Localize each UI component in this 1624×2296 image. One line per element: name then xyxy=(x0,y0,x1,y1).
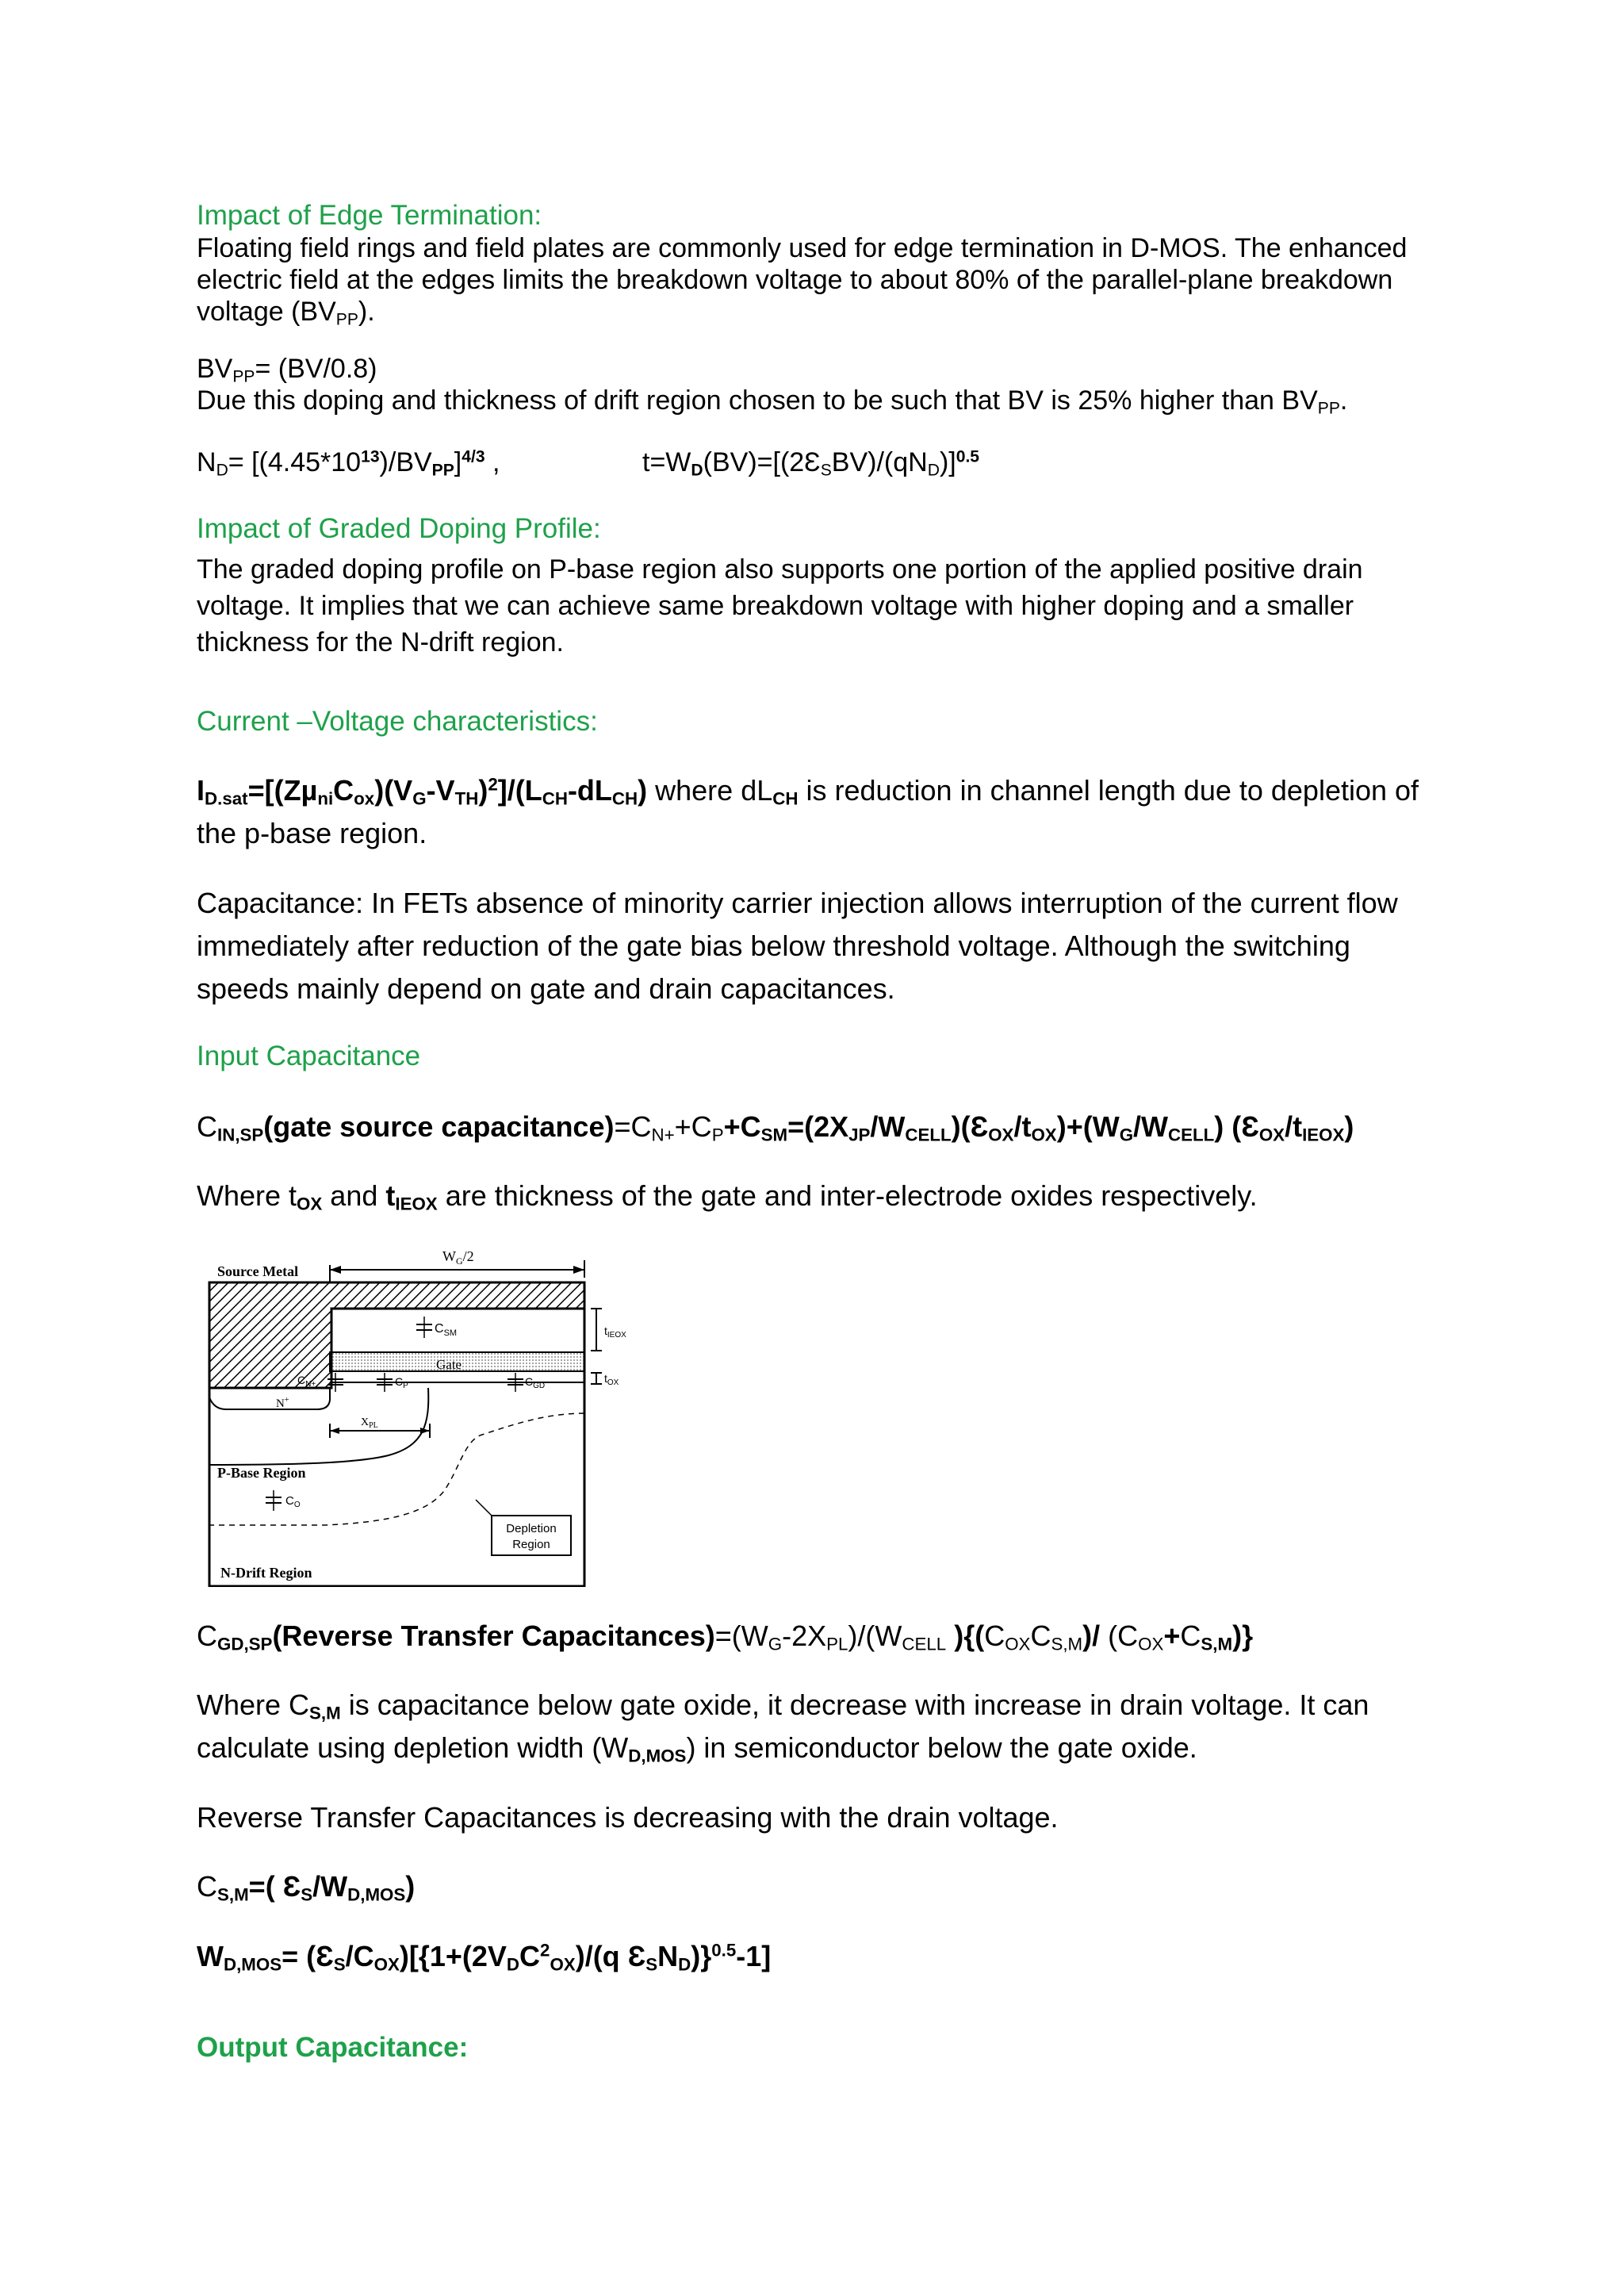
n-plus-region xyxy=(209,1388,330,1410)
depletion-label-box xyxy=(476,1500,571,1555)
para-edge-termination: Floating field rings and field plates are commonly used for edge termination in D-MOS. The enhanced electric field at the edges limits the breakdown voltage to about 80% of the parallel-plane breakdown voltage $(BV_{PP})$. xyxy=(197,233,1408,329)
heading-output-capacitance: Output Capacitance: xyxy=(197,2032,469,2063)
svg-text:CGD: $C_{GD}$ xyxy=(525,1375,546,1390)
svg-text:Depletion: Depletion xyxy=(506,1522,557,1535)
formula-wdmos: $W_{D,MOS}=$ $(Ɛ_S/C_{OX})[\{1+(2V_DC^2_{OX})/(q$ $Ɛ_SN_D)\}^{0.5}-1$] xyxy=(197,1940,772,1975)
svg-text:Region: Region xyxy=(512,1538,550,1551)
wg2-dimension xyxy=(330,1248,584,1282)
heading-iv-characteristics: Current –Voltage characteristics: xyxy=(197,706,598,737)
source-metal xyxy=(209,1282,584,1388)
svg-text:CP: $C_P$ xyxy=(395,1375,408,1390)
formula-idsat: $I_{D.sat}=[(Z\mu_{ni}C_{ox})(V_G-V_{TH})^2]/(L_{CH}-dL_{CH})$ where $dL_{CH}$ is reduction in channel length due to depletion of the p-base region. xyxy=(197,774,1419,849)
formula-cgd: $C_{GD,SP}(Reverse$ Transfer $Capacitances)=(W_G-2X_{PL})/(W_{CELL}$ ){$(C_{OX}C_{S,M})/$ $(C_{OX}+C_{S,M})$} xyxy=(197,1619,1254,1654)
para-csm: Where $C_{S,M}$ is capacitance below gate oxide, it decrease with increase in drain voltage. It can calculate using depletion width $(W_{D,MOS})$ in semiconductor below the gate oxide. xyxy=(197,1688,1369,1766)
svg-text:N+: N+ xyxy=(276,1396,289,1410)
gate-electrode xyxy=(330,1352,584,1372)
thickness-markers xyxy=(591,1309,626,1387)
svg-text:CN+: $C_{N+}$ xyxy=(297,1374,316,1389)
heading-edge-termination: Impact of Edge Termination: xyxy=(197,200,542,231)
para-drift-doping: Due this doping and thickness of drift region chosen to be such that BV is 25% higher than $BV_{PP}$. xyxy=(197,385,1348,418)
formula-bvpp: $BV_{PP}= (BV/0.8)$ xyxy=(197,354,377,386)
p-base-label: P-Base Region xyxy=(217,1465,306,1481)
para-graded-doping: The graded doping profile on P-base region also supports one portion of the applied positive drain voltage. It implies that we can achieve same breakdown voltage with higher doping and a smaller thickness for the N-drift region. xyxy=(197,554,1363,657)
svg-text:XPL: $X_{PL}$ xyxy=(361,1416,378,1430)
svg-text:tIEOX: $t_{IEOX}$ xyxy=(604,1324,626,1340)
svg-text:CO: $C_O$ xyxy=(285,1494,301,1509)
formula-thickness: $t=W_D(BV)=[(2Ɛ_SBV)/(qN_D)]^{0.5}$ xyxy=(642,447,980,480)
svg-text:Gate: Gate xyxy=(436,1357,462,1372)
formula-nd: $N_D= [(4.45*10^{13})/BV_{PP}]^{4/3}$ , xyxy=(197,447,500,480)
formula-csm: $C_{S,M}=$( $Ɛ_S/W_{D,MOS}$) xyxy=(197,1870,416,1905)
xpl-dimension xyxy=(330,1416,430,1438)
svg-text:tOX: $t_{OX}$ xyxy=(604,1372,619,1387)
co-capacitor xyxy=(266,1490,301,1511)
n-drift-label: N-Drift Region xyxy=(220,1565,312,1581)
heading-input-capacitance: Input Capacitance xyxy=(197,1041,421,1071)
svg-text:CSM: $C_{SM}$ xyxy=(435,1322,458,1338)
formula-cin: $C_{IN,SP}(gate$ source $capacitance)=C_{N+}+C_P+C_{SM}=(2X_{JP}/W_{CELL})(Ɛ_{OX}/t_{OX})+(W_G/W_{CELL})$ $(Ɛ_{OX}/t_{IEOX})$ xyxy=(197,1110,1354,1145)
para-tox-tieox: Where $t_{OX}$ and $t_{IEOX}$ are thickness of the gate and inter-electrode oxides respectively. xyxy=(197,1179,1258,1214)
csm-capacitor xyxy=(416,1317,457,1338)
heading-graded-doping: Impact of Graded Doping Profile: xyxy=(197,513,601,544)
para-capacitance: Capacitance: In FETs absence of minority carrier injection allows interruption of the current flow immediately after reduction of the gate bias below threshold voltage. Although the switching speeds mainly depend on gate and drain capacitances. xyxy=(197,887,1398,1005)
source-metal-label: Source Metal xyxy=(217,1263,299,1279)
svg-text:WG/2: $W_G/2$ xyxy=(442,1248,474,1267)
dmos-capacitance-figure xyxy=(198,1241,642,1587)
p-base-junction xyxy=(209,1388,428,1465)
para-reverse-transfer: Reverse Transfer Capacitances is decreasing with the drain voltage. xyxy=(197,1801,1059,1834)
